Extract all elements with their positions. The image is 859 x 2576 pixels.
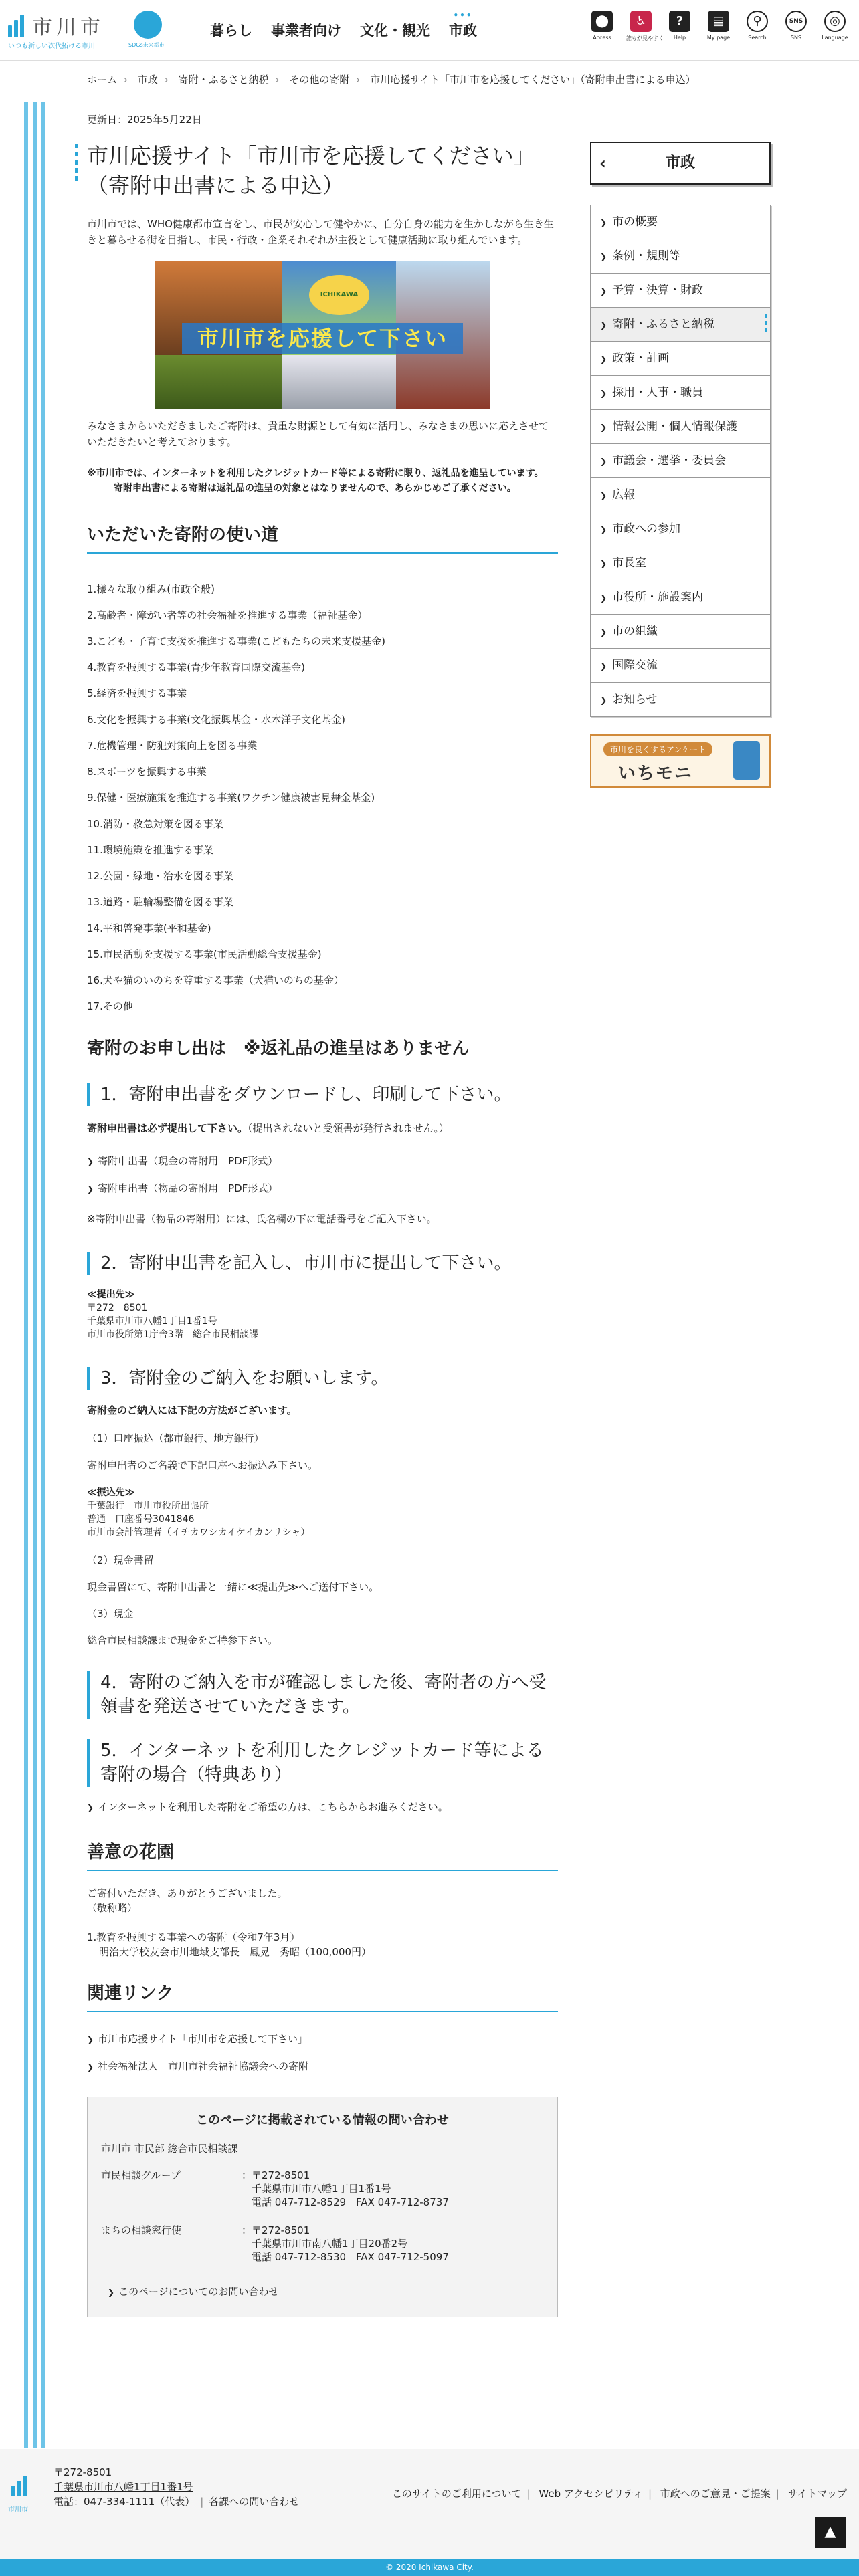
nav-shisei[interactable] bbox=[440, 11, 486, 44]
nav-culture[interactable]: 文化・観光 bbox=[360, 23, 430, 39]
logo-city-name: 市川市 bbox=[32, 16, 104, 39]
banner-subtitle: 市川を良くするアンケート bbox=[603, 742, 712, 756]
uses-heading: いただいた寄附の使い道 bbox=[87, 521, 558, 554]
step3-method-3-text: 総合市民相談課まで現金をご持参下さい。 bbox=[87, 1634, 278, 1646]
list-item: 9.保健・医療施策を推進する事業(ワクチン健康被害見舞金基金) bbox=[87, 792, 375, 804]
inquiry-box bbox=[87, 2097, 558, 2317]
uses-list bbox=[87, 576, 558, 1020]
list-item: 11.環境施策を推進する事業 bbox=[87, 844, 213, 856]
step1-lead-bold: 寄附申出書は必ず提出して下さい。 bbox=[87, 1122, 248, 1134]
site-header bbox=[0, 0, 859, 61]
inquiry-address-link[interactable]: 千葉県市川市南八幡1丁目20番2号 bbox=[252, 2238, 408, 2250]
bank-holder: 市川市会計管理者（イチカワシカイケイカンリシャ） bbox=[87, 1527, 310, 1538]
back-to-top-button[interactable] bbox=[815, 2517, 846, 2548]
list-item: 7.危機管理・防犯対策向上を図る事業 bbox=[87, 740, 258, 752]
warning-line-2: 寄附申出書による寄附は返礼品の進呈の対象とはなりませんので、あらかじめご了承ください。 bbox=[114, 483, 516, 494]
step2-street: 千葉県市川市八幡1丁目1番1号 bbox=[87, 1316, 217, 1327]
ichimoni-banner[interactable] bbox=[590, 734, 771, 788]
step3-method-2: （2）現金書留 bbox=[87, 1554, 154, 1566]
sidebar-item-council[interactable]: ❯ 市議会・選挙・委員会 bbox=[591, 444, 770, 478]
header-utility-icons bbox=[587, 11, 850, 42]
logo-mark-icon bbox=[8, 13, 25, 37]
mypage-button[interactable] bbox=[704, 11, 733, 42]
decorative-stripes bbox=[24, 102, 45, 2448]
online-donation-link[interactable]: ❯ インターネットを利用した寄附をご希望の方は、こちらからお進みください。 bbox=[87, 1794, 558, 1821]
inquiry-group-contact bbox=[252, 2169, 449, 2224]
step3-method-1: （1）口座振込（都市銀行、地方銀行） bbox=[87, 1432, 264, 1444]
nav-current-dots: ••• bbox=[453, 11, 473, 20]
intro-text: 市川市では、WHO健康都市宣言をし、市民が安心して健やかに、自分自身の能力を生かしながら生き生きと暮らせる街を目指し、市民・行政・企業それぞれが主役として健康活動に取り組んでいます。 bbox=[87, 218, 554, 246]
footer-logo-icon bbox=[11, 2476, 29, 2496]
access-button[interactable] bbox=[587, 11, 617, 42]
bank-account: 普通 口座番号3041846 bbox=[87, 1514, 195, 1525]
step2-label: ≪提出先≫ bbox=[87, 1289, 135, 1300]
site-footer bbox=[0, 2449, 859, 2576]
inquiry-tel: 電話 047-712-8530 FAX 047-712-5097 bbox=[252, 2251, 449, 2263]
search-icon: ⚲ bbox=[747, 11, 768, 32]
sidebar-item-organization[interactable]: ❯ 市の組織 bbox=[591, 615, 770, 649]
accessibility-label: 誰もが見やすく bbox=[626, 35, 664, 41]
related-heading: 関連リンク bbox=[87, 1979, 558, 2012]
sidebar-item-overview[interactable]: ❯ 市の概要 bbox=[591, 205, 770, 239]
warning-note bbox=[87, 466, 558, 496]
sidebar-heading[interactable] bbox=[590, 142, 771, 185]
faq-label: Help bbox=[673, 35, 686, 41]
active-indicator-icon bbox=[765, 314, 767, 334]
sidebar-item-disclosure[interactable]: ❯ 情報公開・個人情報保護 bbox=[591, 410, 770, 444]
inquiry-colon: ： bbox=[242, 2224, 252, 2236]
sdgs-logo-icon[interactable] bbox=[134, 11, 162, 39]
download-cash-form-link[interactable]: ❯ 寄附申出書（現金の寄附用 PDF形式） bbox=[87, 1148, 558, 1175]
sidebar-item-news[interactable]: ❯ お知らせ bbox=[591, 683, 770, 716]
table-row bbox=[101, 2224, 449, 2278]
sidebar-item-donation[interactable] bbox=[591, 308, 770, 342]
list-item: 4.教育を振興する事業(青少年教育国際交流基金) bbox=[87, 661, 306, 673]
flower-donor: 明治大学校友会市川地域支部長 鳳晃 秀昭（100,000円） bbox=[99, 1946, 372, 1958]
footer-tel-line: 電話：047-334-1111（代表） | 各課への問い合わせ bbox=[54, 2496, 300, 2508]
sidebar-item-policy[interactable]: ❯ 政策・計画 bbox=[591, 342, 770, 376]
bank-name: 千葉銀行 市川市役所出張所 bbox=[87, 1501, 209, 1511]
step1-lead-note: （提出されないと受領書が発行されません。） bbox=[248, 1122, 449, 1134]
step3-method-1-text: 寄附申出者のご名義で下記口座へお振込み下さい。 bbox=[87, 1459, 318, 1471]
sidebar-item-pr[interactable]: ❯ 広報 bbox=[591, 478, 770, 512]
related-link-support-site[interactable]: ❯ 市川市応援サイト「市川市を応援して下さい」 bbox=[87, 2026, 558, 2053]
bank-label: ≪振込先≫ bbox=[87, 1487, 135, 1498]
flower-text bbox=[87, 1886, 558, 1915]
sidebar-item-mayor[interactable]: ❯ 市長室 bbox=[591, 546, 770, 580]
step2-address bbox=[87, 1288, 558, 1341]
inquiry-department: 市川市 市民部 総合市民相談課 bbox=[101, 2143, 238, 2155]
faq-button[interactable] bbox=[665, 11, 694, 42]
list-item: 3.こども・子育て支援を推進する事業(こどもたちの未来支援基金) bbox=[87, 635, 386, 647]
sdgs-label: SDGs未来都市 bbox=[128, 42, 165, 48]
list-item: 15.市民活動を支援する事業(市民活動総合支援基金) bbox=[87, 948, 322, 960]
language-icon: ◎ bbox=[824, 11, 846, 32]
faq-icon: ? bbox=[669, 11, 690, 32]
breadcrumb-sep-icon: › bbox=[356, 74, 361, 86]
footer-address-link[interactable]: 千葉県市川市八幡1丁目1番1号 bbox=[54, 2481, 193, 2493]
breadcrumb bbox=[87, 72, 696, 86]
thanks-note: みなさまからいただきましたご寄附は、貴重な財源として有効に活用し、みなさまの思いに応えさせていただきたいと考えております。 bbox=[87, 420, 549, 448]
step3-heading: 3．寄附金のご納入をお願いします。 bbox=[87, 1367, 558, 1390]
step1-heading: 1．寄附申出書をダウンロードし、印刷して下さい。 bbox=[87, 1083, 558, 1106]
banner-title: いちモニ bbox=[618, 764, 694, 784]
step3-method-2-text: 現金書留にて、寄附申出書と一緒に≪提出先≫へご送付下さい。 bbox=[87, 1581, 379, 1593]
related-link-welfare[interactable]: ❯ 社会福祉法人 市川市社会福祉協議会への寄附 bbox=[87, 2053, 558, 2080]
step4-heading: 4．寄附のご納入を市が確認しました後、寄附者の方へ受領書を発送させていただきます。 bbox=[87, 1671, 558, 1719]
main-content bbox=[87, 100, 558, 2317]
inquiry-colon: ： bbox=[242, 2169, 252, 2181]
list-item: 2.高齢者・障がい者等の社会福祉を推進する事業（福祉基金） bbox=[87, 609, 368, 621]
logo-tagline: いつも新しい次代拓ける市川 bbox=[8, 43, 95, 50]
updated-date: 更新日：2025年5月22日 bbox=[87, 114, 202, 126]
list-item: 14.平和啓発事業(平和基金) bbox=[87, 922, 211, 934]
arrow-up-icon: ▲ bbox=[824, 2523, 836, 2540]
language-label: Language bbox=[822, 35, 848, 41]
accessibility-icon: ♿ bbox=[630, 11, 652, 32]
breadcrumb-shisei[interactable]: 市政 bbox=[137, 74, 158, 86]
title-accent-bar bbox=[75, 144, 78, 184]
sidebar-item-international[interactable]: ❯ 国際交流 bbox=[591, 649, 770, 683]
page-title-text: 市川応援サイト「市川市を応援してください」（寄附申出書による申込） bbox=[87, 143, 535, 198]
breadcrumb-sep-icon: › bbox=[164, 74, 169, 86]
footer-links: このサイトのご利用について | Web アクセシビリティ | 市政へのご意見・ご提案 | サイトマップ bbox=[391, 2488, 847, 2500]
nav-business[interactable]: 事業者向け bbox=[271, 23, 341, 39]
inquiry-group-name: まちの相談窓行使 bbox=[101, 2224, 182, 2236]
support-banner-image bbox=[155, 261, 490, 409]
step5-heading: 5．インターネットを利用したクレジットカード等による寄附の場合（特典あり） bbox=[87, 1739, 558, 1787]
page-inquiry-link[interactable]: ❯ このページについてのお問い合わせ bbox=[108, 2278, 544, 2306]
footer-address bbox=[54, 2465, 299, 2509]
sidebar-item-budget[interactable]: ❯ 予算・決算・財政 bbox=[591, 274, 770, 308]
flower-thanks: ご寄付いただき、ありがとうございました。 bbox=[87, 1887, 288, 1899]
footer-city-name: 市川市 bbox=[8, 2506, 28, 2514]
step3-bank bbox=[87, 1486, 558, 1539]
access-icon: ⬤ bbox=[591, 11, 613, 32]
chevron-left-icon: ‹ bbox=[599, 154, 606, 173]
step1-note: ※寄附申出書（物品の寄附用）には、氏名欄の下に電話番号をご記入下さい。 bbox=[87, 1213, 437, 1225]
flower-list bbox=[87, 1930, 558, 1959]
global-nav bbox=[201, 11, 486, 44]
download-goods-form-link[interactable]: ❯ 寄附申出書（物品の寄附用 PDF形式） bbox=[87, 1175, 558, 1202]
site-logo[interactable] bbox=[8, 9, 115, 51]
step3-lead: 寄附金のご納入には下記の方法がございます。 bbox=[87, 1404, 297, 1416]
table-row bbox=[101, 2169, 449, 2224]
list-item: 6.文化を振興する事業(文化振興基金・水木洋子文化基金) bbox=[87, 714, 346, 726]
search-label: Search bbox=[748, 35, 767, 41]
flower-item: 1.教育を振興する事業への寄附（令和7年3月） bbox=[87, 1931, 300, 1943]
page-title bbox=[87, 141, 558, 200]
smartphone-icon bbox=[733, 741, 760, 780]
footer-link-opinion[interactable]: 市政へのご意見・ご提案 bbox=[660, 2488, 771, 2500]
inquiry-zip: 〒272-8501 bbox=[252, 2224, 310, 2236]
nav-kurashi[interactable]: 暮らし bbox=[210, 23, 252, 39]
list-item: 17.その他 bbox=[87, 1000, 133, 1012]
breadcrumb-kifu[interactable]: 寄附・ふるさと納税 bbox=[178, 74, 269, 86]
list-item: 8.スポーツを振興する事業 bbox=[87, 766, 207, 778]
sidebar-item-participation[interactable]: ❯ 市政への参加 bbox=[591, 512, 770, 546]
list-item: 10.消防・救急対策を図る事業 bbox=[87, 818, 223, 830]
footer-tel: 電話：047-334-1111（代表） bbox=[54, 2496, 195, 2508]
list-item: 12.公園・緑地・治水を図る事業 bbox=[87, 870, 233, 882]
sns-label: SNS bbox=[790, 35, 802, 41]
accessibility-button[interactable] bbox=[626, 11, 664, 42]
nav-shisei-label: 市政 bbox=[449, 23, 477, 39]
mypage-label: My page bbox=[706, 35, 731, 41]
banner-text: 市川市を応援して下さい bbox=[182, 323, 463, 354]
banner-badge: ICHIKAWA bbox=[309, 275, 369, 315]
sidebar-item-ordinance[interactable]: ❯ 条例・規則等 bbox=[591, 239, 770, 274]
warning-line-1: ※市川市では、インターネットを利用したクレジットカード等による寄附に限り、返礼品を進呈しています。 bbox=[87, 468, 544, 479]
sidebar bbox=[590, 142, 771, 788]
inquiry-title: このページに掲載されている情報の問い合わせ bbox=[196, 2113, 449, 2127]
mypage-icon: ▤ bbox=[708, 11, 729, 32]
flower-heading: 善意の花園 bbox=[87, 1838, 558, 1871]
inquiry-zip: 〒272-8501 bbox=[252, 2169, 310, 2181]
sidebar-item-recruit[interactable]: ❯ 採用・人事・職員 bbox=[591, 376, 770, 410]
copyright: © 2020 Ichikawa City. bbox=[0, 2559, 859, 2576]
sidebar-heading-text: 市政 bbox=[665, 154, 695, 171]
breadcrumb-current: 市川応援サイト「市川市を応援してください」（寄附申出書による申込） bbox=[370, 74, 696, 86]
breadcrumb-home[interactable]: ホーム bbox=[87, 74, 118, 86]
list-item: 16.犬や猫のいのちを尊重する事業（犬猫いのちの基金） bbox=[87, 974, 344, 986]
step3-method-3: （3）現金 bbox=[87, 1608, 134, 1620]
step2-zip: 〒272－8501 bbox=[87, 1303, 148, 1313]
breadcrumb-sep-icon: › bbox=[124, 74, 128, 86]
search-button[interactable] bbox=[743, 11, 772, 42]
flower-honorific: （敬称略） bbox=[87, 1902, 138, 1914]
list-item: 13.道路・駐輪場整備を図る事業 bbox=[87, 896, 233, 908]
access-label: Access bbox=[593, 35, 611, 41]
footer-zip: 〒272-8501 bbox=[54, 2466, 112, 2478]
apply-heading: 寄附のお申し出は ※返礼品の進呈はありません bbox=[87, 1039, 470, 1059]
sns-icon: SNS bbox=[785, 11, 807, 32]
inquiry-tel: 電話 047-712-8529 FAX 047-712-8737 bbox=[252, 2196, 449, 2208]
sns-button[interactable] bbox=[781, 11, 811, 42]
sidebar-item-facilities[interactable]: ❯ 市役所・施設案内 bbox=[591, 580, 770, 615]
footer-link-sitemap[interactable]: サイトマップ bbox=[787, 2488, 847, 2500]
step1-lead bbox=[87, 1121, 558, 1136]
breadcrumb-sep-icon: › bbox=[275, 74, 280, 86]
inquiry-address-link[interactable]: 千葉県市川市八幡1丁目1番1号 bbox=[252, 2183, 391, 2195]
sidebar-menu bbox=[590, 205, 771, 717]
language-button[interactable] bbox=[820, 11, 850, 42]
inquiry-table bbox=[101, 2169, 449, 2278]
footer-link-accessibility[interactable]: Web アクセシビリティ bbox=[539, 2488, 643, 2500]
inquiry-group-name: 市民相談グループ bbox=[101, 2169, 181, 2181]
breadcrumb-other[interactable]: その他の寄附 bbox=[289, 74, 350, 86]
list-item: 1.様々な取り組み(市政全般) bbox=[87, 583, 215, 595]
step2-heading: 2．寄附申出書を記入し、市川市に提出して下さい。 bbox=[87, 1252, 558, 1275]
inquiry-group-contact bbox=[252, 2224, 449, 2278]
footer-contact-link[interactable]: 各課への問い合わせ bbox=[209, 2496, 300, 2508]
sidebar-item-label: 寄附・ふるさと納税 bbox=[612, 318, 715, 331]
list-item: 5.経済を振興する事業 bbox=[87, 687, 187, 700]
step2-office: 市川市役所第1庁舎3階 総合市民相談課 bbox=[87, 1329, 258, 1340]
footer-link-terms[interactable]: このサイトのご利用について bbox=[391, 2488, 522, 2500]
